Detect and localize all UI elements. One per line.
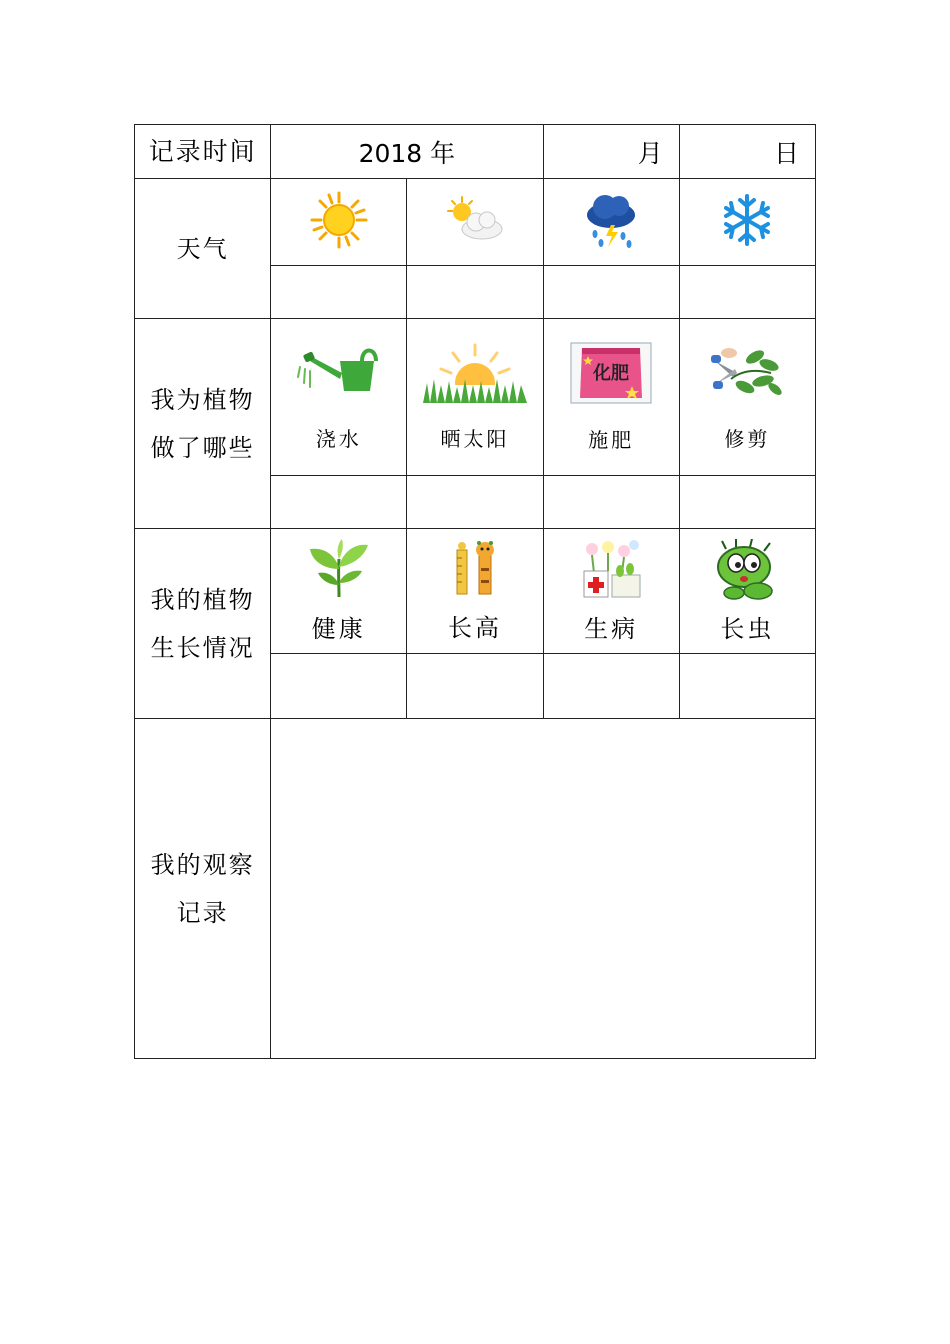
care-options-row [135,319,816,476]
caterpillar-icon [714,539,780,601]
rain-storm-icon [583,189,639,251]
plant-observation-table [134,124,816,1059]
care-option-prune-label: 修剪 [724,426,771,451]
care-option-water[interactable] [271,319,407,476]
care-option-prune[interactable] [679,319,815,476]
growth-option-taller-label: 长高 [447,613,502,642]
weather-check-sunny[interactable] [271,266,407,319]
watering-can-icon [296,343,382,401]
weather-option-sunny[interactable] [271,179,407,266]
snowflake-icon [720,193,774,247]
sun-icon [309,190,369,250]
observation-row [135,719,816,1059]
record-time-label: 记录时间 [135,125,271,179]
growth-option-bugs[interactable] [679,529,815,654]
observation-notes-area[interactable] [271,719,816,1059]
growth-check-taller[interactable] [407,654,543,719]
care-label-line2: 做了哪些 [150,433,255,462]
growth-label [135,529,271,719]
record-time-row [135,125,816,179]
observation-label-line2: 记录 [176,898,229,927]
growth-option-sick-label: 生病 [584,614,639,643]
giraffe-ruler-icon [451,540,499,596]
care-check-prune[interactable] [679,476,815,529]
weather-check-cloudy[interactable] [407,266,543,319]
growth-check-healthy[interactable] [271,654,407,719]
growth-option-healthy[interactable] [271,529,407,654]
growth-option-taller[interactable] [407,529,543,654]
weather-option-rain[interactable] [543,179,679,266]
care-label-line1: 我为植物 [150,385,255,414]
year-field[interactable]: 2018 年 [271,125,543,179]
pruning-shears-icon [711,343,783,401]
growth-option-bugs-label: 长虫 [720,614,775,643]
weather-check-snow[interactable] [679,266,815,319]
care-check-water[interactable] [271,476,407,529]
growth-option-sick[interactable] [543,529,679,654]
sunrise-grass-icon [423,343,527,403]
fertilizer-bag-text: 化肥 [593,362,630,384]
growth-check-sick[interactable] [543,654,679,719]
growth-options-row [135,529,816,654]
growth-label-line1: 我的植物 [150,585,255,614]
care-option-water-label: 浇水 [315,426,362,451]
observation-label-line1: 我的观察 [150,850,255,879]
weather-option-cloudy[interactable] [407,179,543,266]
care-label [135,319,271,529]
weather-check-rain[interactable] [543,266,679,319]
weather-label: 天气 [135,179,271,319]
fertilizer-bag-icon [570,342,652,404]
care-check-fertilize[interactable] [543,476,679,529]
weather-icon-row [135,179,816,266]
day-field[interactable]: 日 [679,125,815,179]
care-option-sun-label: 晒太阳 [440,426,510,451]
observation-label [135,719,271,1059]
month-field[interactable]: 月 [543,125,679,179]
weather-option-snow[interactable] [679,179,815,266]
care-option-sun[interactable] [407,319,543,476]
care-check-sun[interactable] [407,476,543,529]
sick-plant-icon [578,539,644,601]
partly-cloudy-icon [444,195,506,245]
care-option-fertilize[interactable] [543,319,679,476]
growth-check-bugs[interactable] [679,654,815,719]
growth-label-line2: 生长情况 [150,633,255,662]
sprout-icon [308,539,370,599]
care-option-fertilize-label: 施肥 [588,427,635,452]
growth-option-healthy-label: 健康 [311,614,366,643]
